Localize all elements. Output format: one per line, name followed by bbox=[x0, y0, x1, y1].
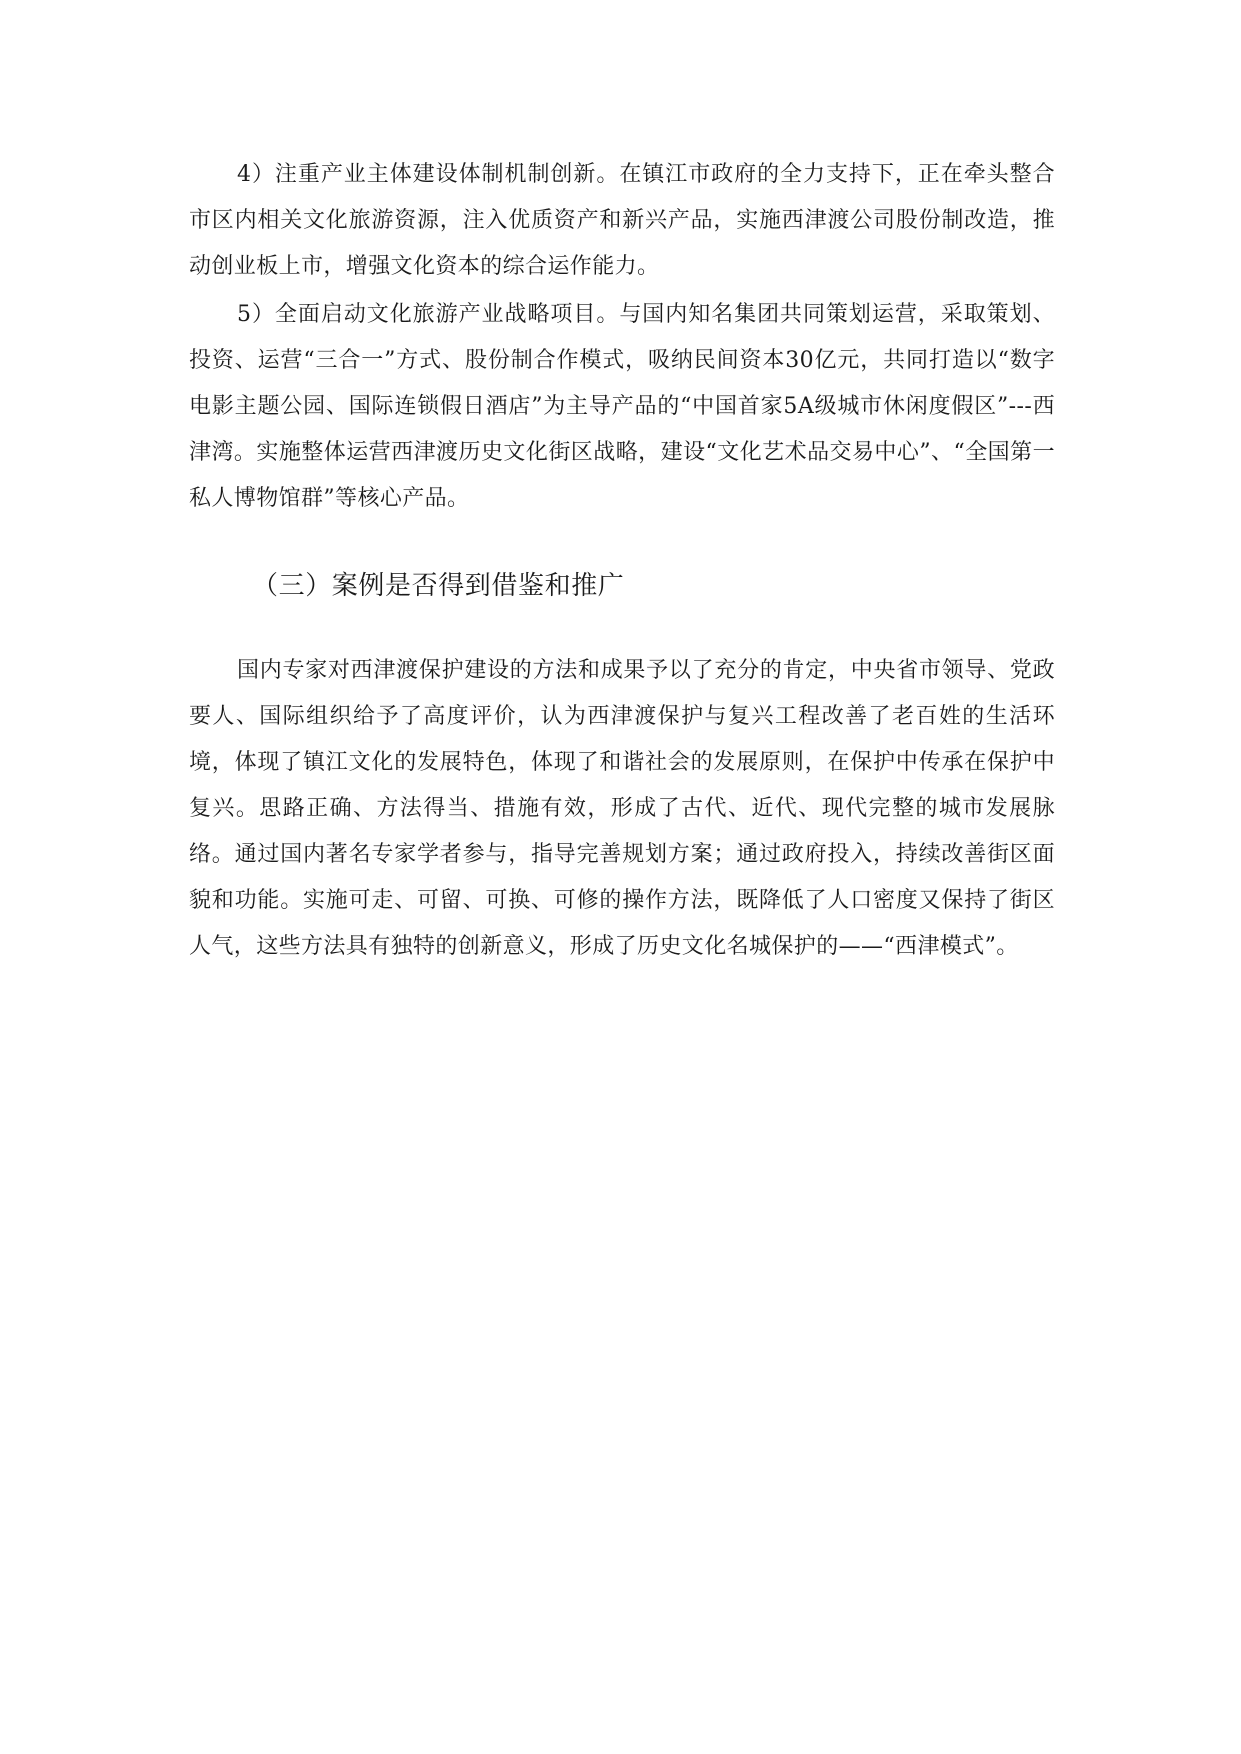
paragraph-strategic-projects: 5）全面启动文化旅游产业战略项目。与国内知名集团共同策划运营，采取策划、投资、运营“三合一”方式、股份制合作模式，吸纳民间资本30亿元，共同打造以“数字电影主题公园、国际连锁假日酒店”为主导产品的“中国首家5A级城市休闲度假区”---西津湾。实施整体运营西津渡历史文化街区战略，建设“文化艺术品交易中心”、“全国第一私人博物馆群”等核心产品。 bbox=[189, 302, 1055, 511]
paragraph-case-promotion: 国内专家对西津渡保护建设的方法和成果予以了充分的肯定，中央省市领导、党政要人、国际组织给予了高度评价，认为西津渡保护与复兴工程改善了老百姓的生活环境，体现了镇江文化的发展特色，体现了和谐社会的发展原则，在保护中传承在保护中复兴。思路正确、方法得当、措施有效，形成了古代、近代、现代完整的城市发展脉络。通过国内著名专家学者参与，指导完善规划方案；通过政府投入，持续改善街区面貌和功能。实施可走、可留、可换、可修的操作方法，既降低了人口密度又保持了街区人气，这些方法具有独特的创新意义，形成了历史文化名城保护的——“西津模式”。 bbox=[189, 658, 1055, 959]
paragraph-institutional-innovation: 4）注重产业主体建设体制机制创新。在镇江市政府的全力支持下，正在牵头整合市区内相关文化旅游资源，注入优质资产和新兴产品，实施西津渡公司股份制改造，推动创业板上市，增强文化资本的综合运作能力。 bbox=[189, 162, 1055, 279]
section-heading: （三）案例是否得到借鉴和推广 bbox=[252, 571, 625, 601]
document-body bbox=[189, 152, 1055, 970]
